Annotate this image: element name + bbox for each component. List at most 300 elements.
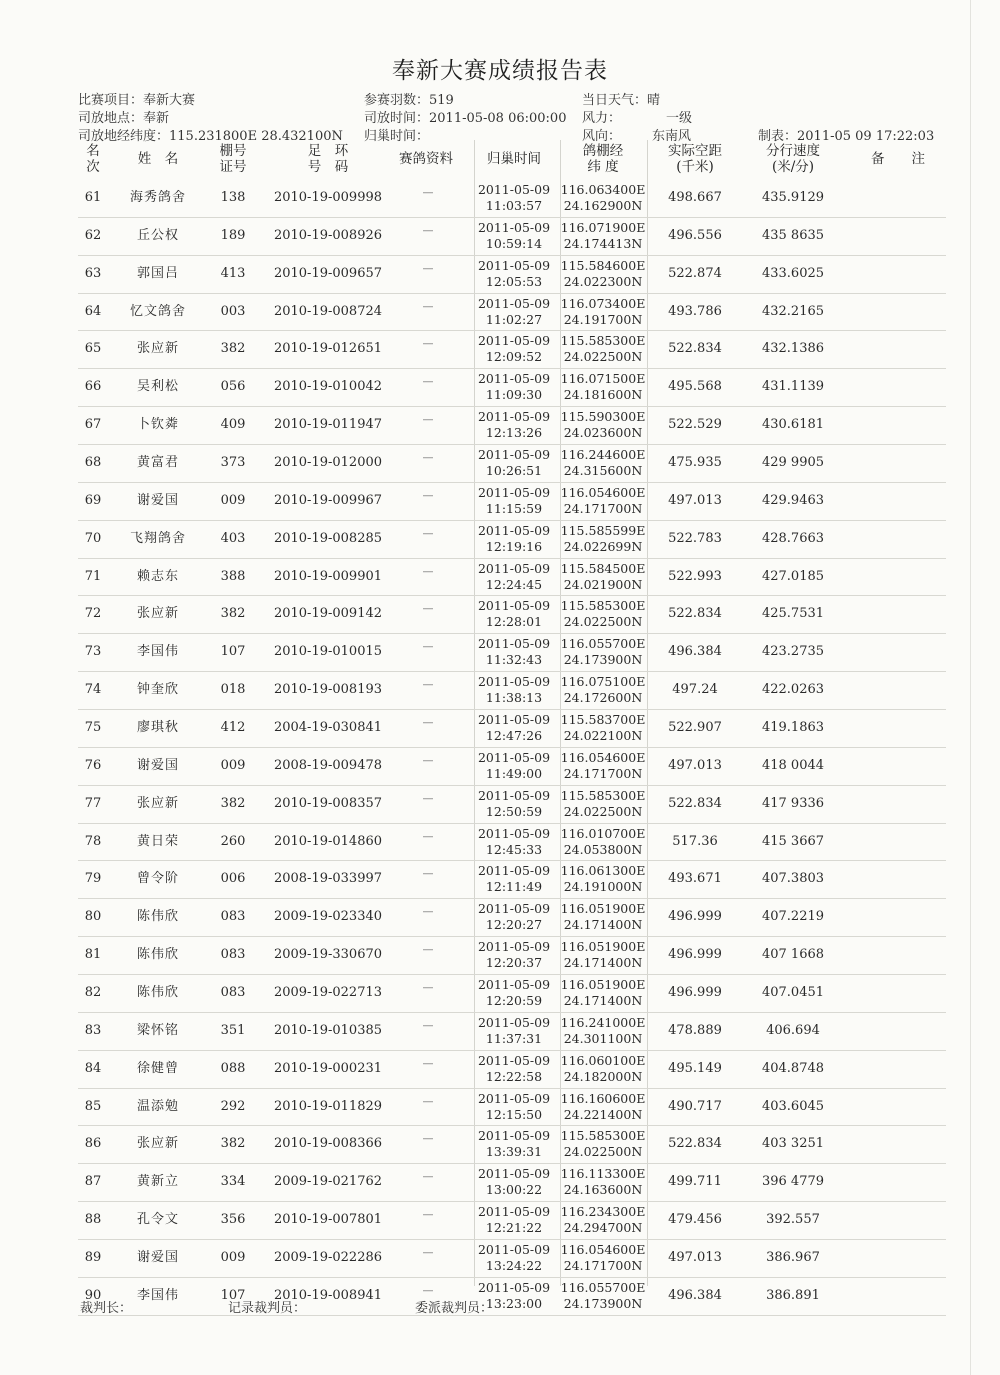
cell-return-date: 2011-05-09 [477, 712, 551, 728]
cell-speed: 403.6045 [761, 1098, 825, 1114]
cell-rank: 87 [84, 1174, 102, 1190]
cell-distance: 522.993 [668, 568, 722, 584]
cell-speed: 392.557 [766, 1212, 820, 1228]
cell-latitude: 24.221400N [563, 1106, 643, 1122]
cell-longitude: 116.073400E [560, 295, 646, 311]
table-row [78, 256, 946, 294]
cell-loft-id: 006 [220, 871, 246, 887]
cell-rank: 74 [84, 682, 102, 698]
cell-pigeon-info: — [422, 261, 434, 275]
cell-rank: 82 [84, 985, 102, 1001]
cell-name: 陈伟欣 [136, 909, 179, 925]
cell-distance: 522.529 [668, 417, 722, 433]
cell-coordinates [560, 1280, 646, 1314]
cell-return-date: 2011-05-09 [477, 371, 551, 387]
cell-return-time: 12:13:26 [485, 425, 543, 441]
cell-loft-id: 388 [220, 568, 246, 584]
cell-return-time: 11:32:43 [485, 652, 543, 668]
cell-distance: 522.783 [668, 530, 722, 546]
cell-return-timestamp [473, 977, 555, 1011]
table-row [78, 748, 946, 786]
meta-event: 比赛项目：奉新大赛 [78, 93, 196, 108]
cell-return-timestamp [473, 826, 555, 860]
cell-ring-number: 2010-19-010385 [273, 1022, 383, 1038]
cell-ring-number: 2004-19-030841 [273, 720, 383, 736]
cell-name: 张应新 [136, 1136, 179, 1152]
cell-ring-number: 2008-19-009478 [273, 757, 383, 773]
table-row [78, 407, 946, 445]
cell-distance: 475.935 [668, 455, 722, 471]
cell-rank: 79 [84, 871, 102, 887]
cell-longitude: 116.071500E [560, 371, 646, 387]
cell-ring-number: 2009-19-021762 [273, 1174, 383, 1190]
cell-coordinates [560, 939, 646, 973]
cell-longitude: 116.071900E [560, 219, 646, 235]
cell-ring-number: 2010-19-012651 [273, 341, 383, 357]
cell-return-time: 12:28:01 [485, 614, 543, 630]
cell-return-timestamp [473, 296, 555, 330]
table-row [78, 710, 946, 748]
cell-name: 曾令阶 [136, 871, 179, 887]
cell-return-date: 2011-05-09 [477, 1014, 551, 1030]
cell-longitude: 115.585300E [560, 333, 646, 349]
cell-ring-number: 2010-19-007801 [273, 1212, 383, 1228]
cell-longitude: 116.060100E [560, 1052, 646, 1068]
cell-return-date: 2011-05-09 [477, 182, 551, 197]
table-row [78, 331, 946, 369]
table-row [78, 559, 946, 597]
cell-loft-id: 083 [220, 985, 246, 1001]
cell-latitude: 24.022100N [563, 728, 643, 744]
cell-name: 张应新 [136, 341, 179, 357]
meta-weather: 当日天气：晴 [582, 93, 661, 108]
cell-name: 卜钦粦 [136, 417, 179, 433]
cell-latitude: 24.181600N [563, 387, 643, 403]
cell-rank: 85 [84, 1098, 102, 1114]
cell-return-date: 2011-05-09 [477, 787, 551, 803]
cell-ring-number: 2010-19-009998 [273, 190, 383, 205]
cell-longitude: 116.061300E [560, 863, 646, 879]
cell-return-time: 12:22:58 [485, 1068, 543, 1084]
cell-return-time: 12:47:26 [485, 728, 543, 744]
cell-return-date: 2011-05-09 [477, 825, 551, 841]
cell-speed: 433.6025 [761, 265, 825, 281]
header-loft: 棚号 证号 [219, 143, 247, 175]
cell-return-timestamp [473, 1204, 555, 1238]
cell-longitude: 116.054600E [560, 484, 646, 500]
cell-pigeon-info: — [422, 1283, 434, 1297]
cell-speed: 429.9463 [761, 492, 825, 508]
cell-longitude: 116.063400E [560, 182, 646, 197]
cell-longitude: 116.055700E [560, 1279, 646, 1295]
cell-rank: 84 [84, 1060, 102, 1076]
cell-rank: 78 [84, 833, 102, 849]
cell-return-time: 13:23:00 [485, 1295, 543, 1311]
cell-loft-id: 334 [220, 1174, 246, 1190]
cell-pigeon-info: — [422, 413, 434, 427]
cell-longitude: 115.583700E [560, 712, 646, 728]
cell-ring-number: 2010-19-011829 [273, 1098, 383, 1114]
cell-loft-id: 018 [220, 682, 246, 698]
cell-coordinates [560, 1015, 646, 1049]
cell-latitude: 24.173900N [563, 652, 643, 668]
cell-ring-number: 2009-19-022286 [273, 1250, 383, 1266]
cell-loft-id: 009 [220, 492, 246, 508]
cell-loft-id: 382 [220, 341, 246, 357]
cell-latitude: 24.191000N [563, 879, 643, 895]
cell-speed: 415 3667 [761, 833, 825, 849]
cell-speed: 435.9129 [761, 190, 825, 205]
cell-longitude: 115.584500E [560, 560, 646, 576]
cell-rank: 76 [84, 757, 102, 773]
cell-loft-id: 083 [220, 909, 246, 925]
meta-return-time: 归巢时间： [364, 129, 430, 144]
cell-name: 郭国吕 [136, 265, 179, 281]
table-row [78, 218, 946, 256]
cell-speed: 431.1139 [761, 379, 825, 395]
cell-rank: 89 [84, 1250, 102, 1266]
cell-coordinates [560, 598, 646, 632]
cell-return-timestamp [473, 182, 555, 216]
cell-name: 黄新立 [136, 1174, 179, 1190]
cell-longitude: 116.075100E [560, 674, 646, 690]
cell-name: 李国伟 [136, 1287, 179, 1303]
cell-pigeon-info: — [422, 299, 434, 313]
meta-wind-force: 一级 [666, 111, 693, 126]
cell-rank: 75 [84, 720, 102, 736]
table-row [78, 521, 946, 559]
meta-made-time: 制表：2011-05 09 17:22:03 [758, 129, 935, 144]
cell-longitude: 115.585300E [560, 598, 646, 614]
cell-return-timestamp [473, 1015, 555, 1049]
cell-ring-number: 2010-19-009901 [273, 568, 383, 584]
footer-appointed-judge: 委派裁判员： [415, 1301, 494, 1316]
cell-speed: 386.891 [766, 1287, 820, 1303]
cell-name: 徐健曾 [136, 1060, 179, 1076]
cell-return-timestamp [473, 750, 555, 784]
cell-longitude: 116.054600E [560, 1242, 646, 1258]
results-table [78, 180, 946, 1316]
cell-return-time: 12:09:52 [485, 349, 543, 365]
cell-distance: 493.671 [668, 871, 722, 887]
cell-rank: 72 [84, 606, 102, 622]
cell-return-time: 13:39:31 [485, 1144, 543, 1160]
cell-name: 钟奎欣 [136, 682, 179, 698]
cell-coordinates [560, 409, 646, 443]
cell-return-time: 12:45:33 [485, 841, 543, 857]
cell-return-time: 12:11:49 [485, 879, 543, 895]
cell-latitude: 24.162900N [563, 198, 643, 213]
meta-wind-dir: 东南风 [652, 129, 692, 144]
cell-pigeon-info: — [422, 867, 434, 881]
cell-name: 吴利松 [136, 379, 179, 395]
cell-coordinates [560, 220, 646, 254]
cell-return-time: 12:24:45 [485, 576, 543, 592]
header-ring: 足 环 号 码 [307, 143, 349, 175]
cell-pigeon-info: — [422, 640, 434, 654]
cell-loft-id: 412 [220, 720, 246, 736]
cell-return-date: 2011-05-09 [477, 1090, 551, 1106]
table-row [78, 1013, 946, 1051]
cell-loft-id: 373 [220, 455, 246, 471]
cell-return-date: 2011-05-09 [477, 447, 551, 463]
cell-longitude: 116.244600E [560, 447, 646, 463]
cell-return-date: 2011-05-09 [477, 863, 551, 879]
cell-latitude: 24.191700N [563, 311, 643, 327]
cell-name: 黄日荣 [136, 833, 179, 849]
cell-distance: 517.36 [672, 833, 718, 849]
cell-longitude: 115.585599E [560, 522, 646, 538]
cell-longitude: 116.234300E [560, 1204, 646, 1220]
cell-name: 李国伟 [136, 644, 179, 660]
cell-pigeon-info: — [422, 375, 434, 389]
cell-coordinates [560, 674, 646, 708]
cell-return-time: 12:20:27 [485, 917, 543, 933]
scan-edge [970, 0, 971, 1375]
table-row [78, 369, 946, 407]
table-row [78, 937, 946, 975]
cell-distance: 479.456 [668, 1212, 722, 1228]
cell-return-timestamp [473, 712, 555, 746]
cell-pigeon-info: — [422, 337, 434, 351]
cell-loft-id: 382 [220, 606, 246, 622]
cell-ring-number: 2009-19-022713 [273, 985, 383, 1001]
cell-coordinates [560, 1128, 646, 1162]
cell-speed: 417 9336 [761, 795, 825, 811]
cell-loft-id: 083 [220, 947, 246, 963]
cell-loft-id: 107 [220, 1287, 246, 1303]
cell-speed: 386.967 [766, 1250, 820, 1266]
table-row [78, 1278, 946, 1316]
table-row [78, 899, 946, 937]
cell-ring-number: 2010-19-008926 [273, 227, 383, 243]
table-row [78, 1089, 946, 1127]
cell-distance: 522.834 [668, 341, 722, 357]
cell-latitude: 24.301100N [563, 1030, 643, 1046]
cell-latitude: 24.022500N [563, 349, 643, 365]
cell-coordinates [560, 826, 646, 860]
cell-return-time: 11:03:57 [485, 198, 543, 213]
cell-coordinates [560, 485, 646, 519]
cell-coordinates [560, 447, 646, 481]
cell-rank: 63 [84, 265, 102, 281]
cell-return-date: 2011-05-09 [477, 1052, 551, 1068]
cell-rank: 86 [84, 1136, 102, 1152]
cell-ring-number: 2010-19-008941 [273, 1287, 383, 1303]
cell-latitude: 24.315600N [563, 463, 643, 479]
meta-wind-dir-label: 风向： [582, 129, 622, 144]
table-row [78, 1240, 946, 1278]
cell-pigeon-info: — [422, 488, 434, 502]
cell-longitude: 116.054600E [560, 749, 646, 765]
cell-rank: 77 [84, 795, 102, 811]
cell-longitude: 115.584600E [560, 257, 646, 273]
table-row [78, 1164, 946, 1202]
cell-loft-id: 260 [220, 833, 246, 849]
cell-name: 张应新 [136, 606, 179, 622]
cell-distance: 522.834 [668, 1136, 722, 1152]
cell-ring-number: 2009-19-023340 [273, 909, 383, 925]
cell-return-date: 2011-05-09 [477, 1279, 551, 1295]
cell-ring-number: 2010-19-008285 [273, 530, 383, 546]
meta-entries: 参赛羽数：519 [364, 93, 454, 108]
header-note: 备 注 [871, 151, 925, 167]
cell-distance: 497.24 [672, 682, 718, 698]
cell-return-time: 11:02:27 [485, 311, 543, 327]
cell-longitude: 116.010700E [560, 825, 646, 841]
cell-return-time: 10:59:14 [485, 235, 543, 251]
cell-name: 黄富君 [136, 455, 179, 471]
cell-return-timestamp [473, 220, 555, 254]
cell-longitude: 115.585300E [560, 787, 646, 803]
cell-name: 陈伟欣 [136, 947, 179, 963]
cell-coordinates [560, 750, 646, 784]
cell-return-date: 2011-05-09 [477, 1242, 551, 1258]
cell-return-timestamp [473, 485, 555, 519]
cell-pigeon-info: — [422, 829, 434, 843]
cell-speed: 407 1668 [761, 947, 825, 963]
cell-coordinates [560, 901, 646, 935]
cell-return-time: 13:00:22 [485, 1182, 543, 1198]
cell-return-timestamp [473, 371, 555, 405]
cell-return-time: 12:05:53 [485, 273, 543, 289]
cell-return-timestamp [473, 561, 555, 595]
cell-rank: 66 [84, 379, 102, 395]
cell-coordinates [560, 636, 646, 670]
cell-distance: 496.999 [668, 985, 722, 1001]
cell-return-date: 2011-05-09 [477, 939, 551, 955]
cell-loft-id: 403 [220, 530, 246, 546]
cell-loft-id: 138 [220, 190, 246, 205]
cell-loft-id: 107 [220, 644, 246, 660]
cell-loft-id: 088 [220, 1060, 246, 1076]
cell-name: 海秀鸽舍 [129, 190, 186, 205]
cell-pigeon-info: — [422, 905, 434, 919]
cell-latitude: 24.022500N [563, 803, 643, 819]
cell-return-time: 12:19:16 [485, 538, 543, 554]
cell-latitude: 24.182000N [563, 1068, 643, 1084]
cell-return-timestamp [473, 409, 555, 443]
cell-latitude: 24.174413N [563, 235, 643, 251]
cell-latitude: 24.021900N [563, 576, 643, 592]
cell-distance: 496.999 [668, 947, 722, 963]
cell-speed: 396 4779 [761, 1174, 825, 1190]
cell-ring-number: 2010-19-011947 [273, 417, 383, 433]
cell-distance: 490.717 [668, 1098, 722, 1114]
cell-return-time: 11:15:59 [485, 500, 543, 516]
cell-distance: 522.834 [668, 795, 722, 811]
cell-coordinates [560, 523, 646, 557]
table-row [78, 634, 946, 672]
cell-rank: 73 [84, 644, 102, 660]
cell-latitude: 24.163600N [563, 1182, 643, 1198]
cell-name: 温添勉 [136, 1098, 179, 1114]
cell-name: 张应新 [136, 795, 179, 811]
cell-coordinates [560, 1053, 646, 1087]
header-speed: 分行速度 (米/分) [766, 143, 820, 175]
cell-return-time: 12:20:59 [485, 993, 543, 1009]
cell-pigeon-info: — [422, 1208, 434, 1222]
cell-rank: 64 [84, 303, 102, 319]
cell-name: 谢爱国 [136, 757, 179, 773]
cell-pigeon-info: — [422, 602, 434, 616]
table-row [78, 1202, 946, 1240]
meta-release-coords: 司放地经纬度：115.231800E 28.432100N [78, 129, 343, 144]
cell-return-date: 2011-05-09 [477, 1128, 551, 1144]
table-row [78, 824, 946, 862]
cell-return-date: 2011-05-09 [477, 636, 551, 652]
cell-rank: 62 [84, 227, 102, 243]
cell-pigeon-info: — [422, 1246, 434, 1260]
cell-return-time: 13:24:22 [485, 1258, 543, 1274]
cell-loft-id: 409 [220, 417, 246, 433]
cell-return-timestamp [473, 447, 555, 481]
cell-return-time: 12:15:50 [485, 1106, 543, 1122]
table-row [78, 861, 946, 899]
cell-latitude: 24.171400N [563, 955, 643, 971]
cell-rank: 80 [84, 909, 102, 925]
cell-coordinates [560, 712, 646, 746]
cell-pigeon-info: — [422, 186, 434, 199]
cell-ring-number: 2010-19-009657 [273, 265, 383, 281]
cell-distance: 495.568 [668, 379, 722, 395]
cell-loft-id: 009 [220, 757, 246, 773]
cell-distance: 496.999 [668, 909, 722, 925]
cell-ring-number: 2010-19-000231 [273, 1060, 383, 1076]
cell-longitude: 115.585300E [560, 1128, 646, 1144]
cell-return-date: 2011-05-09 [477, 560, 551, 576]
cell-speed: 406.694 [766, 1022, 820, 1038]
cell-ring-number: 2010-19-010042 [273, 379, 383, 395]
footer-chief-judge: 裁判长： [80, 1301, 133, 1316]
cell-distance: 478.889 [668, 1022, 722, 1038]
cell-distance: 496.556 [668, 227, 722, 243]
cell-speed: 432.2165 [761, 303, 825, 319]
cell-longitude: 116.113300E [560, 1166, 646, 1182]
cell-return-timestamp [473, 863, 555, 897]
cell-latitude: 24.023600N [563, 425, 643, 441]
cell-coordinates [560, 977, 646, 1011]
cell-coordinates [560, 296, 646, 330]
cell-return-date: 2011-05-09 [477, 598, 551, 614]
cell-speed: 427.0185 [761, 568, 825, 584]
cell-coordinates [560, 1091, 646, 1125]
cell-pigeon-info: — [422, 716, 434, 730]
cell-distance: 496.384 [668, 644, 722, 660]
cell-pigeon-info: — [422, 1018, 434, 1032]
header-distance: 实际空距 (千米) [668, 143, 722, 175]
cell-latitude: 24.022500N [563, 614, 643, 630]
cell-rank: 88 [84, 1212, 102, 1228]
cell-latitude: 24.173900N [563, 1295, 643, 1311]
cell-latitude: 24.171400N [563, 993, 643, 1009]
cell-speed: 429 9905 [761, 455, 825, 471]
cell-return-time: 11:38:13 [485, 690, 543, 706]
cell-return-date: 2011-05-09 [477, 257, 551, 273]
cell-speed: 419.1863 [761, 720, 825, 736]
cell-longitude: 116.051900E [560, 901, 646, 917]
cell-speed: 418 0044 [761, 757, 825, 773]
cell-coordinates [560, 333, 646, 367]
cell-distance: 496.384 [668, 1287, 722, 1303]
cell-speed: 422.0263 [761, 682, 825, 698]
header-info: 赛鸽资料 [399, 151, 453, 167]
table-row [78, 786, 946, 824]
cell-coordinates [560, 863, 646, 897]
cell-latitude: 24.171700N [563, 1258, 643, 1274]
cell-name: 陈伟欣 [136, 985, 179, 1001]
cell-distance: 522.874 [668, 265, 722, 281]
